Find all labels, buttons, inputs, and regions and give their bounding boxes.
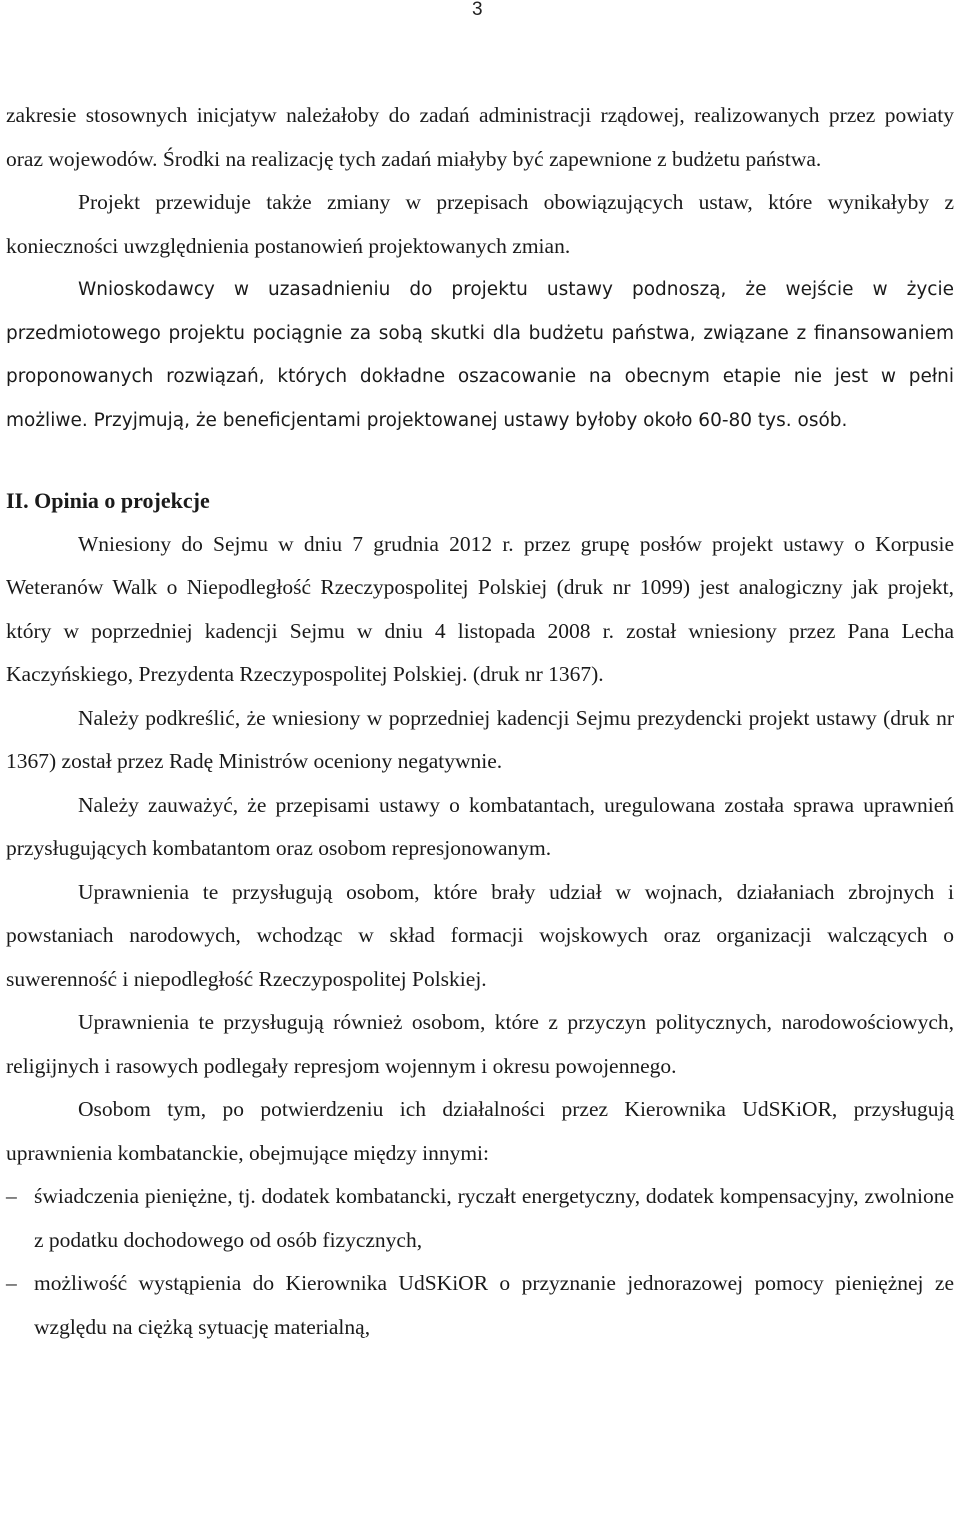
page-number: 3 (472, 0, 483, 20)
list-item (6, 1175, 954, 1262)
paragraph-submission: Wniesiony do Sejmu w dniu 7 grudnia 2012 r. przez grupę posłów projekt ustawy o Korpusie Weteranów Walk o Niepodległość Rzeczypospolitej Polskiej (druk nr 1099) jest analogiczny jak projekt, który w poprzedniej kadencji Sejmu w dniu 4 listopada 2008 r. został wniesiony przez Pana Lecha Kaczyńskiego, Prezydenta Rzeczypospolitej Polskiej. (druk nr 1367). (6, 531, 954, 686)
bullet-dash: – (6, 1271, 17, 1295)
paragraph-veterans-act: Należy zauważyć, że przepisami ustawy o kombatantach, uregulowana została sprawa uprawnień przysługujących kombatantom oraz osobom represjonowanym. (6, 792, 954, 860)
paragraph-applicants: Wnioskodawcy w uzasadnieniu do projektu ustawy podnoszą, że wejście w życie przedmiotowego projektu pociągnie za sobą skutki dla budżetu państwa, związane z finansowaniem proponowanych rozwiązań, których dokładne oszacowanie na obecnym etapie nie jest w pełni możliwe. Przyjmują, że beneficjentami projektowanej ustawy byłoby około 60-80 tys. osób. (6, 279, 954, 431)
list-item-text: świadczenia pieniężne, tj. dodatek kombatancki, ryczałt energetyczny, dodatek kompensacyjny, zwolnione z podatku dochodowego od osób fizycznych, (34, 1184, 954, 1252)
section-heading: II. Opinia o projekcje (6, 488, 210, 513)
paragraph-entitlements-1: Uprawnienia te przysługują osobom, które brały udział w wojnach, działaniach zbrojnych i powstaniach narodowych, wchodząc w skład formacji wojskowych oraz organizacji walczących o suwerenność i niepodległość Rzeczypospolitej Polskiej. (6, 879, 954, 991)
paragraph-entitlements-3: Osobom tym, po potwierdzeniu ich działalności przez Kierownika UdSKiOR, przysługują uprawnienia kombatanckie, obejmujące między innymi: (6, 1097, 954, 1165)
list-item-text: możliwość wystąpienia do Kierownika UdSKiOR o przyznanie jednorazowej pomocy pieniężnej ze względu na ciężką sytuację materialną, (34, 1271, 954, 1339)
paragraph-continuation: zakresie stosownych inicjatyw należałoby do zadań administracji rządowej, realizowanych przez powiaty oraz wojewodów. Środki na realizację tych zadań miałyby być zapewnione z budżetu państwa. (6, 103, 954, 171)
bullet-dash: – (6, 1184, 17, 1208)
paragraph-entitlements-2: Uprawnienia te przysługują również osobom, które z przyczyn politycznych, narodowościowych, religijnych i rasowych podlegały represjom wojennym i okresu powojennego. (6, 1010, 954, 1078)
paragraph-amendments: Projekt przewiduje także zmiany w przepisach obowiązujących ustaw, które wynikałyby z konieczności uwzględnienia postanowień projektowanych zmian. (6, 190, 954, 258)
document-body (6, 94, 954, 1349)
paragraph-negative-opinion: Należy podkreślić, że wniesiony w poprzedniej kadencji Sejmu prezydencki projekt ustawy (druk nr 1367) został przez Radę Ministrów oceniony negatywnie. (6, 705, 954, 773)
list-item (6, 1262, 954, 1349)
